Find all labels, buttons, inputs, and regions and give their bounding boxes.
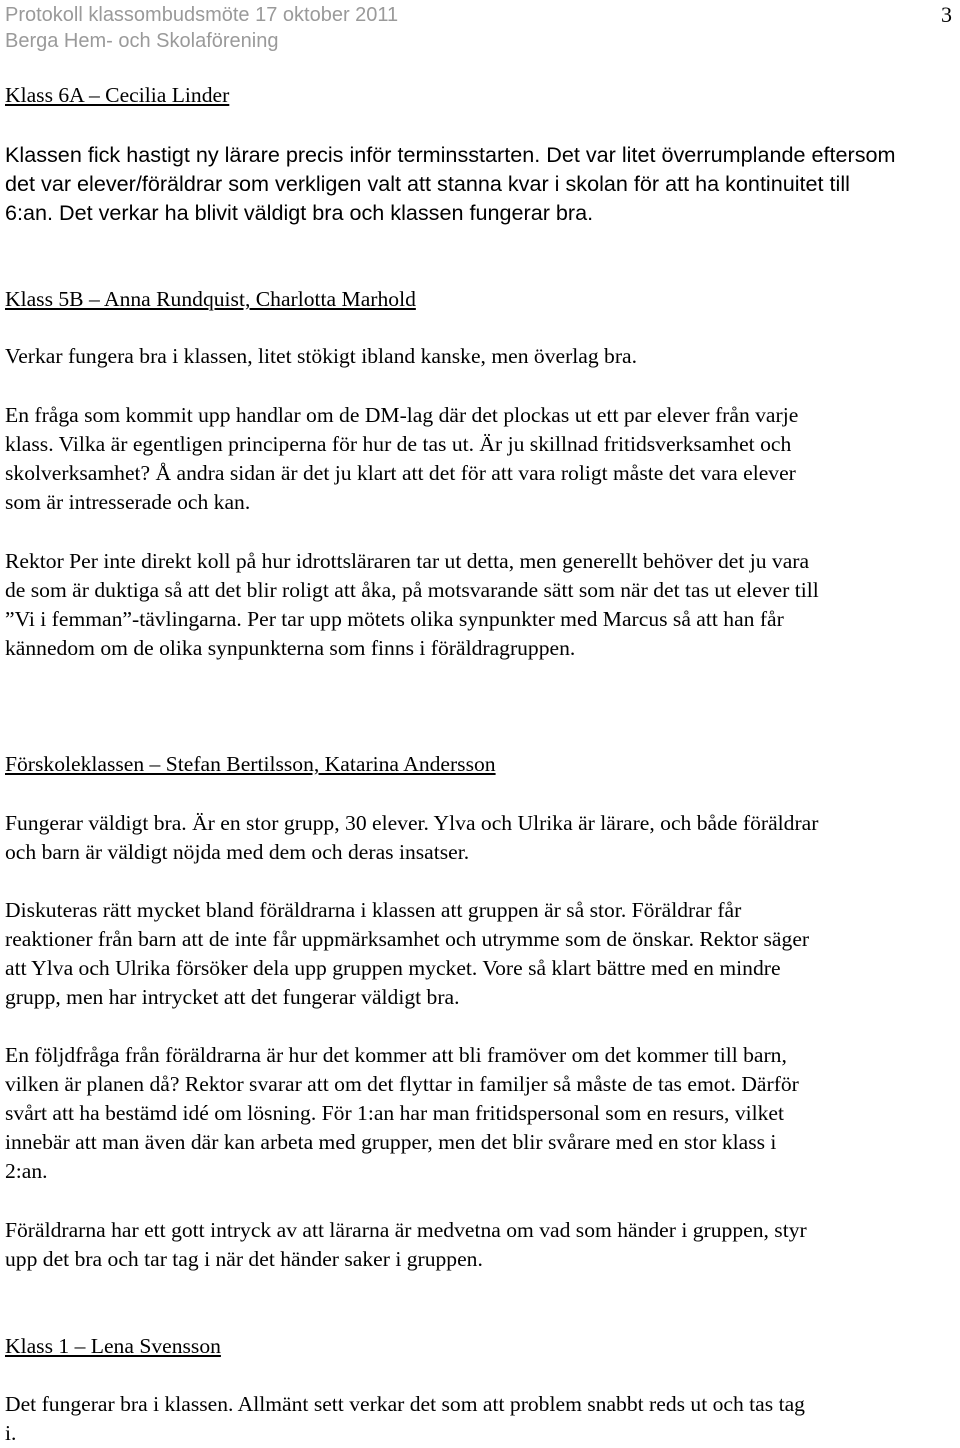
text-line: Diskuteras rätt mycket bland föräldrarna i klassen att gruppen är så stor. Föräldrar får — [5, 898, 742, 922]
text-line: Verkar fungera bra i klassen, litet stökigt ibland kanske, men överlag bra. — [5, 344, 638, 368]
section-heading-klass-5b: Klass 5B – Anna Rundquist, Charlotta Marhold — [5, 287, 416, 311]
paragraph — [5, 140, 955, 227]
text-line: Klassen fick hastigt ny lärare precis inför terminsstarten. Det var litet överrumplande eftersom — [5, 142, 896, 167]
text-line: 2:an. — [5, 1159, 48, 1183]
text-line: vilken är planen då? Rektor svarar att om det flyttar in familjer så måste de tas emot. Därför — [5, 1072, 799, 1096]
header-title: Protokoll klassombudsmöte 17 oktober 2011 — [5, 4, 399, 26]
paragraph — [5, 1216, 955, 1274]
paragraph — [5, 1041, 955, 1186]
text-line: som är intresserade och kan. — [5, 490, 251, 514]
text-line: En fråga som kommit upp handlar om de DM-lag där det plockas ut ett par elever från varje — [5, 403, 799, 427]
paragraph — [5, 896, 955, 1012]
text-line: Fungerar väldigt bra. Är en stor grupp, 30 elever. Ylva och Ulrika är lärare, och både föräldrar — [5, 811, 819, 835]
text-line: grupp, men har intrycket att det fungerar väldigt bra. — [5, 985, 460, 1009]
text-line: och barn är väldigt nöjda med dem och deras insatser. — [5, 840, 470, 864]
paragraph — [5, 547, 955, 663]
text-line: att Ylva och Ulrika försöker dela upp gruppen mycket. Vore så klart bättre med en mindre — [5, 956, 781, 980]
text-line: upp det bra och tar tag i när det händer saker i gruppen. — [5, 1247, 483, 1271]
page-number: 3 — [941, 2, 952, 27]
paragraph — [5, 809, 955, 867]
text-line: i. — [5, 1421, 17, 1445]
text-line: innebär att man även där kan arbeta med grupper, men det blir svårare med en stor klass i — [5, 1130, 777, 1154]
text-line: Det fungerar bra i klassen. Allmänt sett verkar det som att problem snabbt reds ut och tas tag — [5, 1392, 805, 1416]
paragraph — [5, 401, 955, 517]
text-line: Föräldrarna har ett gott intryck av att lärarna är medvetna om vad som händer i gruppen, styr — [5, 1218, 807, 1242]
section-heading-klass-1: Klass 1 – Lena Svensson — [5, 1334, 221, 1358]
text-line: ”Vi i femman”-tävlingarna. Per tar upp mötets olika synpunkter med Marcus så att han får — [5, 607, 784, 631]
text-line: klass. Vilka är egentligen principerna för hur de tas ut. Är ju skillnad fritidsverksamhet och — [5, 432, 792, 456]
text-line: de som är duktiga så att det blir roligt att åka, på motsvarande sätt som när det tas ut elever till — [5, 578, 819, 602]
text-line: 6:an. Det verkar ha blivit väldigt bra och klassen fungerar bra. — [5, 200, 594, 225]
text-line: skolverksamhet? Å andra sidan är det ju klart att det för att vara roligt måste det vara elever — [5, 461, 796, 485]
paragraph — [5, 342, 955, 371]
text-line: svårt att ha bestämd idé om lösning. För 1:an har man fritidspersonal som en resurs, vilket — [5, 1101, 785, 1125]
header-org: Berga Hem- och Skolaförening — [5, 30, 279, 52]
section-heading-klass-6a: Klass 6A – Cecilia Linder — [5, 83, 230, 107]
text-line: det var elever/föräldrar som verkligen valt att stanna kvar i skolan för att ha kontinuitet till — [5, 171, 850, 196]
text-line: Rektor Per inte direkt koll på hur idrottsläraren tar ut detta, men generellt behöver det ju vara — [5, 549, 810, 573]
paragraph — [5, 1390, 955, 1448]
text-line: reaktioner från barn att de inte får uppmärksamhet och utrymme som de önskar. Rektor säger — [5, 927, 810, 951]
text-line: kännedom om de olika synpunkterna som finns i föräldragruppen. — [5, 636, 576, 660]
text-line: En följdfråga från föräldrarna är hur det kommer att bli framöver om det kommer till barn, — [5, 1043, 787, 1067]
section-heading-forskoleklassen: Förskoleklassen – Stefan Bertilsson, Katarina Andersson — [5, 752, 496, 776]
